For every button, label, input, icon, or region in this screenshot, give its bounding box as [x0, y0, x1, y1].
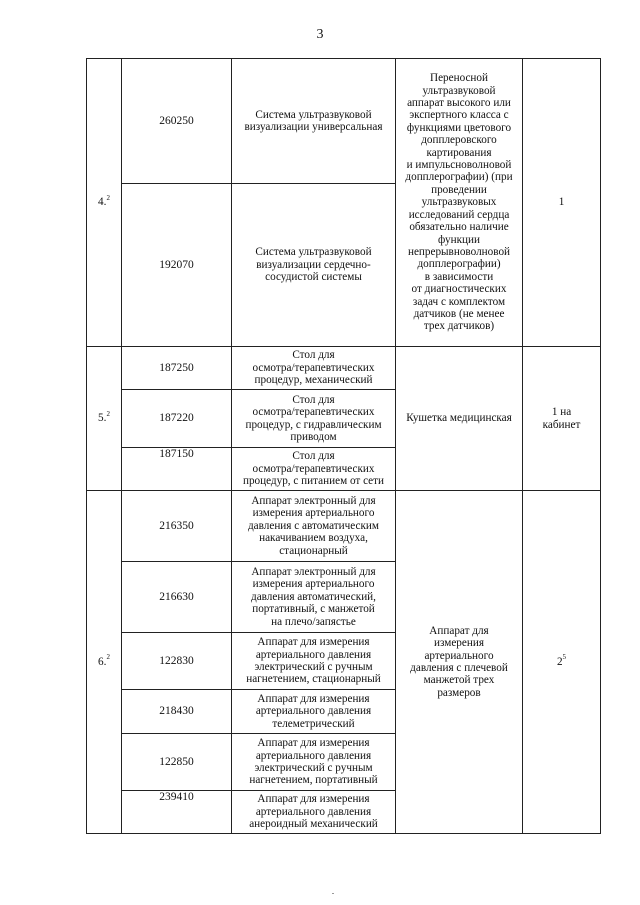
item-code: 187150 [122, 448, 232, 491]
item-name: Аппарат электронный для измерения артериального давления автоматический, портативный, с манжетой на плечо/запястье [232, 562, 396, 633]
section-index: 6.$^2$ [87, 491, 122, 834]
item-code: 239410 [122, 791, 232, 834]
item-code: 216350 [122, 491, 232, 562]
item-name: Аппарат электронный для измерения артериального давления с автоматическим накачиванием воздуха, стационарный [232, 491, 396, 562]
item-code: 260250 [122, 59, 232, 184]
page-number: 3 [316, 27, 324, 42]
item-code: 122850 [122, 734, 232, 791]
item-code: 216630 [122, 562, 232, 633]
quantity: $2^5$ [523, 491, 601, 834]
scan-mark [332, 893, 334, 894]
item-name: Стол для осмотра/терапевтических процедур, механический [232, 347, 396, 390]
item-code: 122830 [122, 633, 232, 690]
item-name: Стол для осмотра/терапевтических процедур, с питанием от сети [232, 448, 396, 491]
group-equipment: Переносной ультразвуковой аппарат высокого или экспертного класса с функциями цветового допплеровского картирования и импульсноволновой допплерографии) (при проведении ультразвуковых исследований сердца обязательно наличие функции непрерывноволновой допплерографии) в зависимости от диагностических задач с комплектом датчиков (не менее трех датчиков) [396, 59, 523, 347]
item-name: Аппарат для измерения артериального давления телеметрический [232, 690, 396, 734]
item-name: Система ультразвуковой визуализации универсальная [232, 59, 396, 184]
group-equipment: Кушетка медицинская [396, 347, 523, 491]
item-name: Аппарат для измерения артериального давления электрический с ручным нагнетением, стационарный [232, 633, 396, 690]
equipment-table [86, 58, 601, 834]
group-equipment: Аппарат для измерения артериального давления с плечевой манжетой трех размеров [396, 491, 523, 834]
item-name: Стол для осмотра/терапевтических процедур, с гидравлическим приводом [232, 390, 396, 448]
section-index: 5.$^2$ [87, 347, 122, 491]
quantity: 1 на кабинет [523, 347, 601, 491]
table-row [87, 59, 601, 184]
table-row [87, 491, 601, 562]
item-code: 187220 [122, 390, 232, 448]
section-index: 4.$^2$ [87, 59, 122, 347]
item-code: 187250 [122, 347, 232, 390]
item-code: 192070 [122, 184, 232, 347]
item-name: Аппарат для измерения артериального давления электрический с ручным нагнетением, портативный [232, 734, 396, 791]
quantity: 1 [523, 59, 601, 347]
item-name: Система ультразвуковой визуализации сердечно- сосудистой системы [232, 184, 396, 347]
item-code: 218430 [122, 690, 232, 734]
table-row [87, 347, 601, 390]
item-name: Аппарат для измерения артериального давления анероидный механический [232, 791, 396, 834]
